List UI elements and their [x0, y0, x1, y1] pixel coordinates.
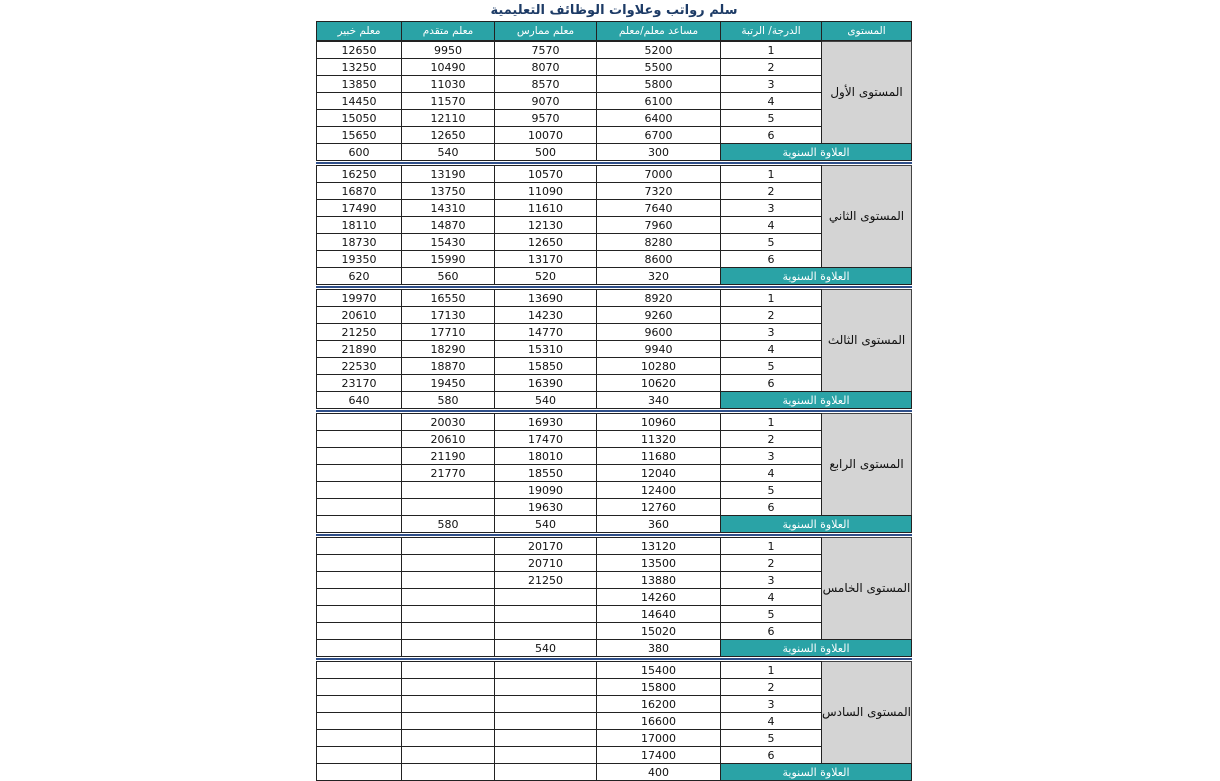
table-cell-expert: 17490 — [316, 199, 402, 217]
table-cell-practitioner: 20710 — [494, 554, 597, 572]
table-cell-expert — [316, 413, 402, 431]
table-cell-practitioner — [494, 729, 597, 747]
table-cell-assistant: 10960 — [596, 413, 721, 431]
table-cell-grade: 1 — [720, 41, 822, 59]
table-cell-assistant: 5200 — [596, 41, 721, 59]
table-cell-grade: 4 — [720, 712, 822, 730]
table-cell-assistant: 11680 — [596, 447, 721, 465]
table-cell-grade: 4 — [720, 216, 822, 234]
header-grade: الدرجة/ الرتبة — [720, 21, 822, 41]
table-cell-expert: 18730 — [316, 233, 402, 251]
table-cell-advanced: 14870 — [401, 216, 495, 234]
table-cell-practitioner — [494, 746, 597, 764]
table-cell-assistant: 15020 — [596, 622, 721, 640]
table-cell-grade: 6 — [720, 746, 822, 764]
table-cell-assistant: 14260 — [596, 588, 721, 606]
table-cell-assistant: 9940 — [596, 340, 721, 358]
table-cell-assistant: 9260 — [596, 306, 721, 324]
level-separator — [316, 534, 912, 536]
allowance-cell-expert: 620 — [316, 267, 402, 285]
table-cell-advanced: 21770 — [401, 464, 495, 482]
table-cell-assistant: 13120 — [596, 537, 721, 555]
allowance-cell-expert — [316, 763, 402, 781]
table-cell-practitioner: 16390 — [494, 374, 597, 392]
table-cell-assistant: 6700 — [596, 126, 721, 144]
table-cell-advanced — [401, 746, 495, 764]
table-cell-grade: 2 — [720, 58, 822, 76]
table-cell-advanced: 16550 — [401, 289, 495, 307]
allowance-cell-assistant: 360 — [596, 515, 721, 533]
table-cell-grade: 5 — [720, 729, 822, 747]
table-cell-practitioner: 18010 — [494, 447, 597, 465]
table-cell-practitioner — [494, 588, 597, 606]
header-expert: معلم خبير — [316, 21, 402, 41]
table-cell-grade: 3 — [720, 75, 822, 93]
table-cell-practitioner — [494, 661, 597, 679]
table-cell-practitioner: 11090 — [494, 182, 597, 200]
table-cell-assistant: 13880 — [596, 571, 721, 589]
table-cell-expert — [316, 447, 402, 465]
allowance-cell-advanced — [401, 763, 495, 781]
table-cell-advanced — [401, 712, 495, 730]
allowance-cell-advanced — [401, 639, 495, 657]
table-cell-practitioner: 9070 — [494, 92, 597, 110]
table-cell-practitioner: 10070 — [494, 126, 597, 144]
table-cell-grade: 1 — [720, 165, 822, 183]
table-cell-expert — [316, 605, 402, 623]
table-cell-expert: 12650 — [316, 41, 402, 59]
table-cell-grade: 1 — [720, 413, 822, 431]
table-cell-advanced — [401, 537, 495, 555]
table-cell-advanced — [401, 554, 495, 572]
table-cell-practitioner: 9570 — [494, 109, 597, 127]
table-cell-assistant: 15800 — [596, 678, 721, 696]
table-cell-advanced: 20610 — [401, 430, 495, 448]
table-cell-expert — [316, 588, 402, 606]
table-cell-assistant: 5800 — [596, 75, 721, 93]
table-cell-grade: 2 — [720, 430, 822, 448]
table-cell-practitioner: 8570 — [494, 75, 597, 93]
table-cell-practitioner: 16930 — [494, 413, 597, 431]
allowance-cell-practitioner: 500 — [494, 143, 597, 161]
annual-allowance-label: العلاوة السنوية — [720, 515, 912, 533]
table-cell-advanced: 18870 — [401, 357, 495, 375]
table-cell-assistant: 7320 — [596, 182, 721, 200]
table-cell-expert: 21250 — [316, 323, 402, 341]
table-cell-expert: 13250 — [316, 58, 402, 76]
table-cell-expert — [316, 537, 402, 555]
table-cell-advanced — [401, 498, 495, 516]
table-cell-expert — [316, 729, 402, 747]
table-cell-assistant: 17000 — [596, 729, 721, 747]
table-cell-grade: 4 — [720, 340, 822, 358]
table-cell-assistant: 14640 — [596, 605, 721, 623]
table-cell-grade: 6 — [720, 126, 822, 144]
table-cell-practitioner: 7570 — [494, 41, 597, 59]
allowance-cell-practitioner: 540 — [494, 391, 597, 409]
page-title: سلم رواتب وعلاوات الوظائف التعليمية — [490, 3, 738, 18]
table-cell-practitioner: 12650 — [494, 233, 597, 251]
level-name-cell: المستوى الرابع — [821, 413, 912, 516]
allowance-cell-expert — [316, 639, 402, 657]
table-cell-practitioner — [494, 712, 597, 730]
table-cell-assistant: 11320 — [596, 430, 721, 448]
table-cell-advanced — [401, 481, 495, 499]
table-cell-assistant: 5500 — [596, 58, 721, 76]
table-cell-advanced: 10490 — [401, 58, 495, 76]
level-separator — [316, 162, 912, 164]
table-cell-grade: 2 — [720, 182, 822, 200]
allowance-cell-advanced: 560 — [401, 267, 495, 285]
allowance-cell-assistant: 300 — [596, 143, 721, 161]
table-cell-practitioner: 13690 — [494, 289, 597, 307]
table-cell-advanced: 20030 — [401, 413, 495, 431]
level-separator — [316, 658, 912, 660]
table-cell-advanced — [401, 571, 495, 589]
table-cell-assistant: 16600 — [596, 712, 721, 730]
allowance-cell-expert: 600 — [316, 143, 402, 161]
table-cell-expert: 18110 — [316, 216, 402, 234]
table-cell-practitioner: 13170 — [494, 250, 597, 268]
allowance-cell-practitioner: 540 — [494, 515, 597, 533]
table-cell-expert — [316, 498, 402, 516]
allowance-cell-assistant: 400 — [596, 763, 721, 781]
annual-allowance-label: العلاوة السنوية — [720, 763, 912, 781]
table-cell-expert — [316, 695, 402, 713]
table-cell-grade: 6 — [720, 622, 822, 640]
table-cell-expert: 23170 — [316, 374, 402, 392]
table-cell-assistant: 17400 — [596, 746, 721, 764]
table-cell-assistant: 7960 — [596, 216, 721, 234]
table-cell-practitioner — [494, 678, 597, 696]
table-cell-practitioner: 18550 — [494, 464, 597, 482]
table-cell-assistant: 10620 — [596, 374, 721, 392]
table-cell-grade: 3 — [720, 571, 822, 589]
table-cell-assistant: 6400 — [596, 109, 721, 127]
table-cell-assistant: 12760 — [596, 498, 721, 516]
table-cell-advanced: 19450 — [401, 374, 495, 392]
table-cell-grade: 1 — [720, 289, 822, 307]
table-cell-practitioner: 20170 — [494, 537, 597, 555]
table-cell-expert: 19350 — [316, 250, 402, 268]
table-cell-advanced: 14310 — [401, 199, 495, 217]
table-cell-expert — [316, 430, 402, 448]
allowance-cell-advanced: 580 — [401, 391, 495, 409]
table-cell-grade: 1 — [720, 537, 822, 555]
table-cell-assistant: 12400 — [596, 481, 721, 499]
table-cell-advanced: 15990 — [401, 250, 495, 268]
table-cell-grade: 3 — [720, 447, 822, 465]
table-cell-advanced: 11030 — [401, 75, 495, 93]
table-cell-expert — [316, 554, 402, 572]
table-cell-practitioner: 10570 — [494, 165, 597, 183]
table-cell-advanced: 12650 — [401, 126, 495, 144]
table-cell-advanced — [401, 695, 495, 713]
annual-allowance-label: العلاوة السنوية — [720, 639, 912, 657]
table-cell-expert — [316, 678, 402, 696]
table-cell-advanced — [401, 622, 495, 640]
table-cell-expert: 16870 — [316, 182, 402, 200]
table-cell-grade: 5 — [720, 233, 822, 251]
header-level: المستوى — [821, 21, 912, 41]
allowance-cell-expert — [316, 515, 402, 533]
table-cell-assistant: 8280 — [596, 233, 721, 251]
table-cell-practitioner: 15310 — [494, 340, 597, 358]
table-cell-practitioner: 19630 — [494, 498, 597, 516]
table-cell-assistant: 8920 — [596, 289, 721, 307]
level-separator — [316, 286, 912, 288]
table-cell-advanced: 17710 — [401, 323, 495, 341]
table-cell-expert — [316, 571, 402, 589]
table-cell-advanced — [401, 729, 495, 747]
annual-allowance-label: العلاوة السنوية — [720, 391, 912, 409]
table-cell-grade: 4 — [720, 588, 822, 606]
annual-allowance-label: العلاوة السنوية — [720, 143, 912, 161]
level-name-cell: المستوى السادس — [821, 661, 912, 764]
level-name-cell: المستوى الأول — [821, 41, 912, 144]
table-cell-grade: 2 — [720, 678, 822, 696]
table-cell-grade: 5 — [720, 481, 822, 499]
table-cell-expert — [316, 661, 402, 679]
table-cell-practitioner: 15850 — [494, 357, 597, 375]
allowance-cell-assistant: 340 — [596, 391, 721, 409]
level-name-cell: المستوى الخامس — [821, 537, 912, 640]
level-separator — [316, 410, 912, 412]
annual-allowance-label: العلاوة السنوية — [720, 267, 912, 285]
table-cell-practitioner: 14770 — [494, 323, 597, 341]
table-cell-expert: 15650 — [316, 126, 402, 144]
table-cell-expert: 20610 — [316, 306, 402, 324]
table-cell-grade: 4 — [720, 464, 822, 482]
table-cell-advanced: 12110 — [401, 109, 495, 127]
level-name-cell: المستوى الثالث — [821, 289, 912, 392]
table-cell-advanced: 13190 — [401, 165, 495, 183]
level-name-cell: المستوى الثاني — [821, 165, 912, 268]
table-cell-grade: 2 — [720, 554, 822, 572]
table-cell-expert: 13850 — [316, 75, 402, 93]
table-cell-expert: 16250 — [316, 165, 402, 183]
table-cell-grade: 6 — [720, 498, 822, 516]
table-cell-advanced — [401, 605, 495, 623]
allowance-cell-expert: 640 — [316, 391, 402, 409]
table-cell-assistant: 16200 — [596, 695, 721, 713]
table-cell-practitioner: 21250 — [494, 571, 597, 589]
allowance-cell-practitioner: 540 — [494, 639, 597, 657]
table-cell-grade: 3 — [720, 199, 822, 217]
table-cell-grade: 2 — [720, 306, 822, 324]
table-cell-assistant: 8600 — [596, 250, 721, 268]
table-cell-assistant: 15400 — [596, 661, 721, 679]
header-assistant: مساعد معلم/معلم — [596, 21, 721, 41]
table-cell-expert: 19970 — [316, 289, 402, 307]
table-cell-assistant: 9600 — [596, 323, 721, 341]
table-cell-advanced: 13750 — [401, 182, 495, 200]
table-cell-practitioner: 12130 — [494, 216, 597, 234]
table-cell-advanced — [401, 661, 495, 679]
table-cell-grade: 1 — [720, 661, 822, 679]
table-cell-assistant: 10280 — [596, 357, 721, 375]
table-cell-grade: 4 — [720, 92, 822, 110]
table-cell-grade: 6 — [720, 374, 822, 392]
table-cell-assistant: 7640 — [596, 199, 721, 217]
table-cell-assistant: 13500 — [596, 554, 721, 572]
table-cell-assistant: 7000 — [596, 165, 721, 183]
table-cell-practitioner — [494, 605, 597, 623]
table-cell-expert — [316, 464, 402, 482]
table-cell-practitioner: 8070 — [494, 58, 597, 76]
table-cell-grade: 5 — [720, 109, 822, 127]
table-cell-expert — [316, 481, 402, 499]
table-cell-expert: 15050 — [316, 109, 402, 127]
table-cell-grade: 6 — [720, 250, 822, 268]
allowance-cell-assistant: 320 — [596, 267, 721, 285]
table-cell-advanced: 9950 — [401, 41, 495, 59]
allowance-cell-advanced: 580 — [401, 515, 495, 533]
header-advanced: معلم متقدم — [401, 21, 495, 41]
header-practitioner: معلم ممارس — [494, 21, 597, 41]
table-cell-practitioner: 11610 — [494, 199, 597, 217]
table-cell-practitioner: 14230 — [494, 306, 597, 324]
table-cell-advanced: 18290 — [401, 340, 495, 358]
allowance-cell-advanced: 540 — [401, 143, 495, 161]
table-cell-expert: 14450 — [316, 92, 402, 110]
table-cell-advanced — [401, 678, 495, 696]
table-cell-advanced: 15430 — [401, 233, 495, 251]
table-cell-practitioner: 19090 — [494, 481, 597, 499]
table-cell-assistant: 12040 — [596, 464, 721, 482]
allowance-cell-practitioner — [494, 763, 597, 781]
table-cell-grade: 3 — [720, 695, 822, 713]
table-cell-advanced: 11570 — [401, 92, 495, 110]
table-cell-assistant: 6100 — [596, 92, 721, 110]
table-cell-advanced — [401, 588, 495, 606]
table-cell-advanced: 17130 — [401, 306, 495, 324]
table-cell-practitioner — [494, 622, 597, 640]
table-cell-expert: 22530 — [316, 357, 402, 375]
allowance-cell-practitioner: 520 — [494, 267, 597, 285]
table-cell-practitioner: 17470 — [494, 430, 597, 448]
table-cell-grade: 5 — [720, 605, 822, 623]
table-cell-advanced: 21190 — [401, 447, 495, 465]
allowance-cell-assistant: 380 — [596, 639, 721, 657]
table-cell-expert — [316, 746, 402, 764]
table-cell-expert — [316, 712, 402, 730]
table-cell-grade: 3 — [720, 323, 822, 341]
table-cell-expert: 21890 — [316, 340, 402, 358]
table-cell-expert — [316, 622, 402, 640]
table-cell-practitioner — [494, 695, 597, 713]
table-cell-grade: 5 — [720, 357, 822, 375]
